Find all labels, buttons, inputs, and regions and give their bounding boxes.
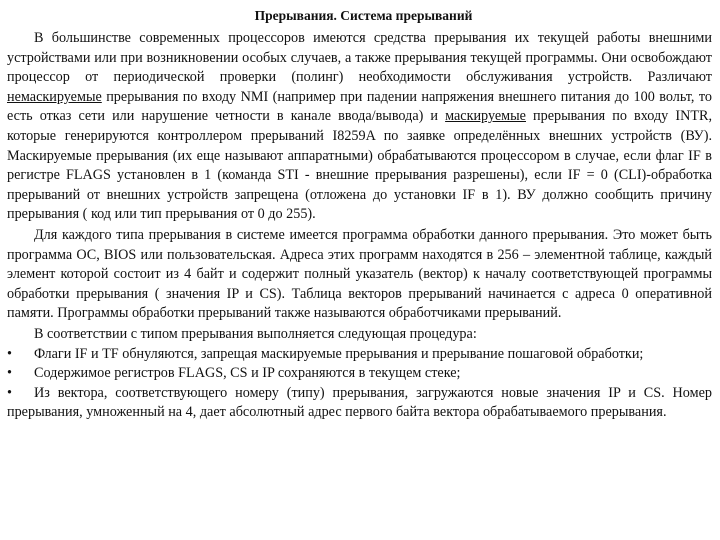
term-maskable: маскируемые <box>445 108 526 125</box>
paragraph-1-text-c: прерывания по входу INTR, которые генерируются контроллером прерываний I8259A по заявке определённых внешних устройств (ВУ). Маскируемые прерывания (их еще называют аппаратными) обрабатываются процессором в случае, если флаг IF в регистре FLAGS установлен в 1 (команда STI - внешние прерывания разрешены), если IF = 0 (CLI)-обработка прерываний от внешних устройств запрещена (отложена до установки IF в 1). ВУ должно сообщить причину прерывания ( код или тип прерывания от 0 до 255). <box>7 108 712 223</box>
paragraph-1-text-a: В большинстве современных процессоров имеются средства прерывания их текущей работы внешними устройствами или при возникновении особых случаев, а также прерывания текущей программы. Они освобождают процессор от периодической проверки (полинг) необходимости обслуживания устройств. Различают <box>7 30 712 86</box>
paragraph-1-text-b: прерывания по входу NMI (например при падении напряжения внешнего питания до 100 вольт, то есть отказ сети или нарушение четности в канале ввода/вывода) и <box>7 88 712 125</box>
bullet-icon: • <box>7 384 12 401</box>
bullet-icon: • <box>7 365 12 382</box>
list-item <box>7 364 712 384</box>
paragraph-1 <box>7 29 712 225</box>
list-item-text: Из вектора, соответствующего номеру (типу) прерывания, загружаются новые значения IP и CS. Номер прерывания, умноженный на 4, дает абсолютный адрес первого байта вектора обрабатываемого прерывания. <box>7 384 712 421</box>
list-item <box>7 384 712 423</box>
paragraph-2: Для каждого типа прерывания в системе имеется программа обработки данного прерывания. Это может быть программа ОС, BIOS или пользовательская. Адреса этих программ находятся в 256 – элементной таблице, каждый элемент которой состоит из 4 байт и содержит полный указатель (вектор) к началу соответствующей программы обработки прерывания ( значения IP и CS). Таблица векторов прерываний начинается с адреса 0 оперативной памяти. Программы обработки прерываний также называются обработчиками прерываний. <box>7 226 712 322</box>
list-item-text: Содержимое регистров FLAGS, CS и IP сохраняются в текущем стеке; <box>34 365 461 382</box>
list-item <box>7 345 712 365</box>
page-title: Прерывания. Система прерываний <box>254 8 473 23</box>
list-item-text: Флаги IF и TF обнуляются, запрещая маскируемые прерывания и прерывание пошаговой обработки; <box>34 345 644 362</box>
term-nonmaskable: немаскируемые <box>7 88 102 105</box>
paragraph-3: В соответствии с типом прерывания выполняется следующая процедура: <box>34 325 477 342</box>
bullet-icon: • <box>7 345 12 362</box>
